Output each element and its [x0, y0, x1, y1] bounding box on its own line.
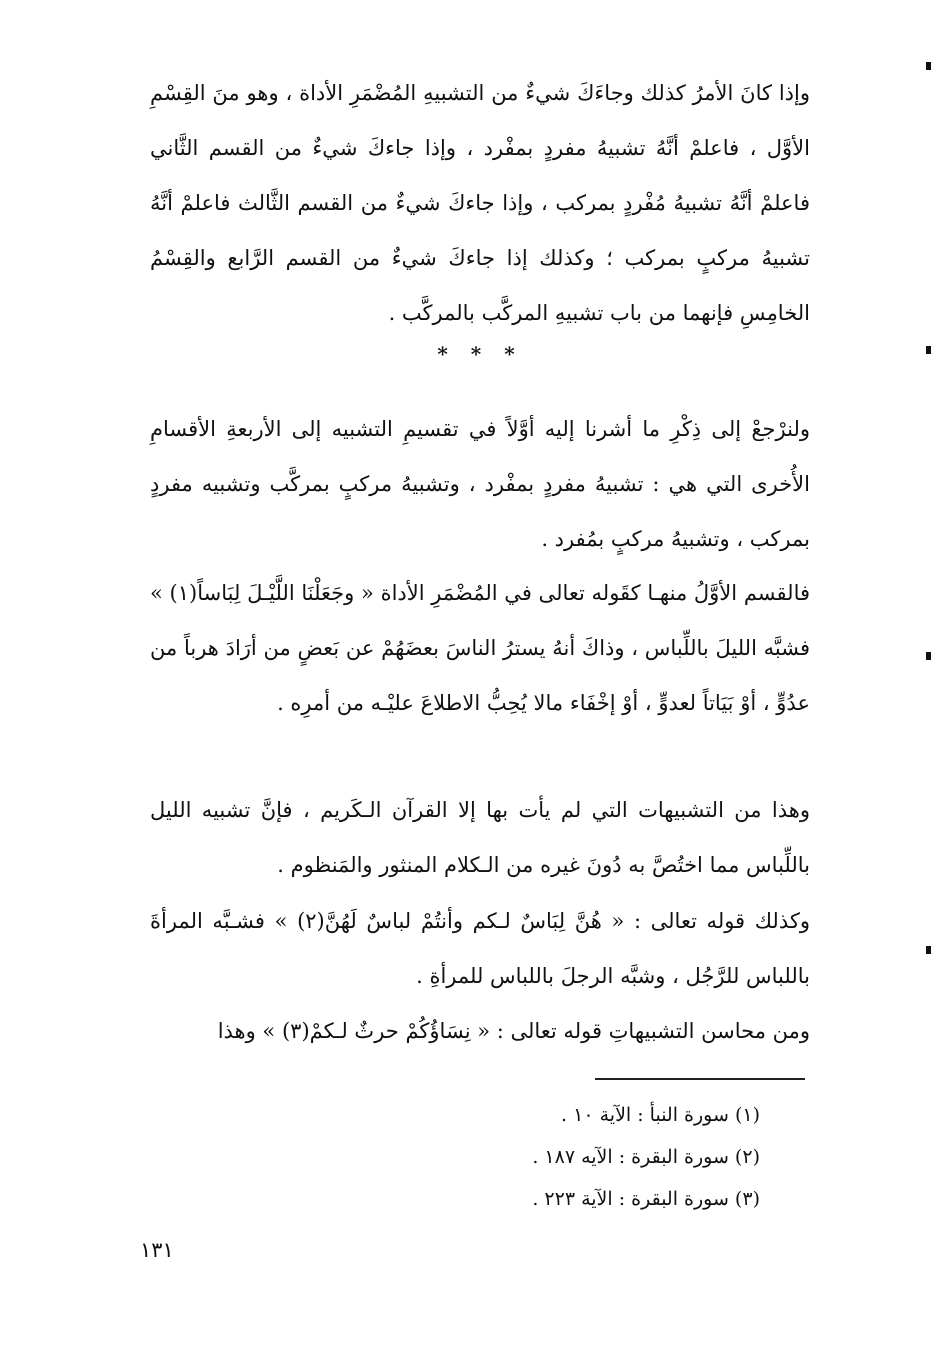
edge-mark	[926, 946, 931, 954]
paragraph-beautiful-similes	[150, 1004, 810, 1059]
paragraph-text: فالقسم الأوَّلُ منهـا كقَوله تعالى في المُضْمَرِ الأداة « وجَعَلْنَا اللَّيْـلَ لِبَاساً(١) » فشبَّه الليلَ باللِّباس ، وذاكَ أنهُ يسترُ الناسَ بعضَهُمْ عن بَعضٍ من أرَادَ هرباً من عدُوٍّ ، أوْ بَيَاتاً لعدوٍّ ، أوْ إخْفَاء مالا يُحِبُّ الاطلاعَ عليْـه من أمرِه .	[150, 581, 810, 715]
footnote-1: (١) سورة النبأ : الآية ١٠ .	[561, 1104, 760, 1126]
footnote-3: (٣) سورة البقرة : الآية ٢٢٣ .	[532, 1188, 760, 1210]
paragraph-text: وكذلك قوله تعالى : « هُنَّ لِبَاسٌ لـكم وأنتُمْ لباسٌ لَهُنَّ(٢) » فشـبَّه المرأةَ باللباس للرَّجُل ، وشبَّه الرجلَ باللباس للمرأةِ .	[150, 909, 810, 988]
footnote-2: (٢) سورة البقرة : الآيه ١٨٧ .	[532, 1146, 760, 1168]
paragraph-text: ومن محاسن التشبيهاتِ قوله تعالى : « نِسَاؤُكُمْ حرثٌ لـكمْ(٣) » وهذا	[217, 1019, 810, 1043]
paragraph-first-division	[150, 566, 810, 731]
paragraph-text: وهذا من التشبيهات التي لم يأت بها إلا القرآن الـكَريم ، فإنَّ تشبيه الليل باللِّباس مما اختُصَّ به دُونَ غيره من الـكلام المنثور والمَنظوم .	[150, 798, 810, 877]
page-number: ١٣١	[140, 1238, 174, 1262]
paragraph-four-divisions	[150, 402, 810, 567]
footnotes	[400, 1094, 760, 1220]
paragraph-text: وإذا كانَ الأمرُ كذلك وجاءَكَ شيءٌ من التشبيهِ المُضْمَرِ الأداة ، وهو منَ القِسْمِ الأوَّل ، فاعلمْ أنَّهُ تشبيهُ مفردٍ بمفْرد ، وإذا جاءكَ شيءٌ من القسم الثَّاني فاعلمْ أنَّهُ تشبيهُ مُفْردٍ بمركب ، وإذا جاءكَ شيءٌ من القسم الثَّالث فاعلمْ أنَّهُ تشبيهُ مركبٍ بمركب ؛ وكذلك إذا جاءكَ شيءٌ من القسم الرَّابع والقِسْمُ الخامِسِ فإنهما من باب تشبيهِ المركَّب بالمركَّب .	[150, 81, 810, 325]
edge-mark	[926, 62, 931, 70]
paragraph-quran-similes	[150, 783, 810, 893]
paragraph-text: ولنرْجعْ إلى ذِكْرِ ما أشرنا إليه أوَّلاً في تقسيمِ التشبيه إلى الأربعةِ الأقسامِ الأُخرى التي هي : تشبيهُ مفردٍ بمفْرد ، وتشبيهُ مركبٍ بمركَّب وتشبيه مفردٍ بمركب ، وتشبيهُ مركبٍ بمُفرد .	[150, 417, 810, 551]
edge-mark	[926, 652, 931, 660]
footnote-divider	[595, 1078, 805, 1080]
paragraph-similes-by-section	[150, 66, 810, 341]
paragraph-garment-simile	[150, 894, 810, 1004]
edge-mark	[926, 346, 931, 354]
section-separator: * * *	[437, 342, 523, 366]
